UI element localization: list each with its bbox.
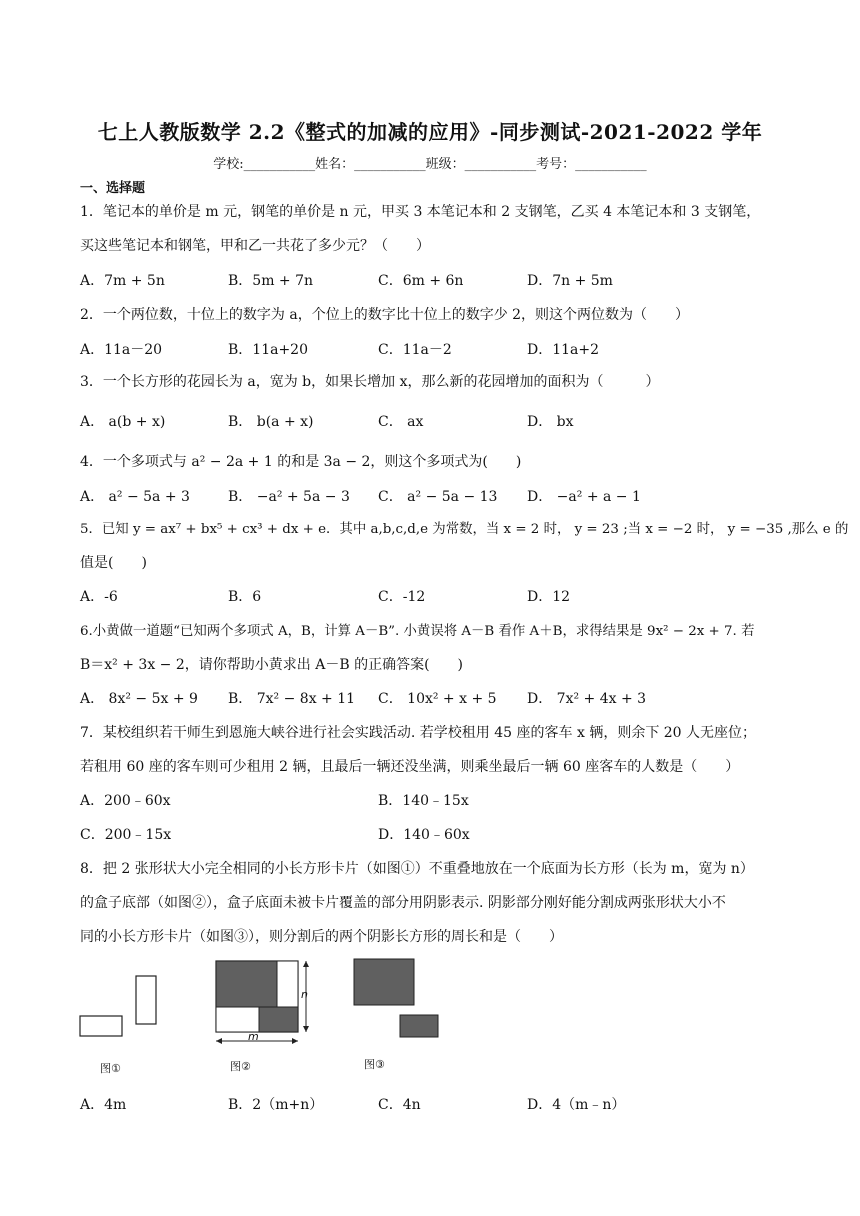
q3-option-a: A． a(b + x) <box>80 414 166 430</box>
question-7-line-2: 若租用 60 座的客车则可少租用 2 辆，且最后一辆还没坐满，则乘坐最后一辆 60 座客车的人数是（ ） <box>80 759 740 775</box>
q6-option-c: C． 10x² + x + 5 <box>378 691 497 707</box>
q7-option-d: D．140﹣60x <box>378 827 470 843</box>
q1-option-d: D．7n + 5m <box>527 273 613 289</box>
question-5-line-1: 5．已知 y = ax⁷ + bx⁵ + cx³ + dx + e．其中 a,b,c,d,e 为常数，当 x = 2 时， y = 23 ;当 x = −2 时， y = −35 ,那么 e 的 <box>80 522 849 537</box>
question-2-line-1: 2．一个两位数，十位上的数字为 a，个位上的数字比十位上的数字少 2，则这个两位数为（ ） <box>80 307 690 323</box>
q4-option-d: D． −a² + a − 1 <box>527 489 641 505</box>
q2-option-a: A．11a－20 <box>80 342 163 358</box>
figure-3-cards <box>348 955 448 1045</box>
figure-1-label: 图① <box>100 1062 121 1075</box>
q6-option-b: B． 7x² − 8x + 11 <box>228 691 356 707</box>
question-1-line-2: 买这些笔记本和钢笔，甲和乙一共花了多少元？（ ） <box>80 238 430 254</box>
question-8-line-1: 8．把 2 张形状大小完全相同的小长方形卡片（如图①）不重叠地放在一个底面为长方形（长为 m，宽为 n） <box>80 861 754 877</box>
question-5-line-2: 值是( ) <box>80 555 147 571</box>
section-heading: 一、选择题 <box>80 181 146 196</box>
question-4-line-1: 4．一个多项式与 a² − 2a + 1 的和是 3a − 2，则这个多项式为( ) <box>80 454 522 470</box>
figure-1-cards <box>74 970 174 1045</box>
q5-option-b: B．6 <box>228 589 262 605</box>
question-8-line-2: 的盒子底部（如图②），盒子底面未被卡片覆盖的部分用阴影表示. 阴影部分刚好能分割成两张形状大小不 <box>80 895 726 911</box>
q7-option-c: C．200﹣15x <box>80 827 172 843</box>
q4-option-b: B． −a² + 5a − 3 <box>228 489 350 505</box>
question-1-line-1: 1．笔记本的单价是 m 元，钢笔的单价是 n 元，甲买 3 本笔记本和 2 支钢笔，乙买 4 本笔记本和 3 支钢笔， <box>80 204 761 220</box>
figure-2-n-label: n <box>301 988 308 1001</box>
q6-option-d: D． 7x² + 4x + 3 <box>527 691 647 707</box>
q7-option-a: A．200﹣60x <box>80 793 171 809</box>
q5-option-c: C．-12 <box>378 589 426 605</box>
q8-option-d: D．4（m﹣n） <box>527 1097 626 1113</box>
question-6-line-1: 6.小黄做一道题“已知两个多项式 A，B，计算 A－B”. 小黄误将 A－B 看作 A＋B，求得结果是 9x² − 2x + 7. 若 <box>80 624 755 639</box>
figure-2-box <box>210 955 315 1050</box>
q1-option-c: C．6m + 6n <box>378 273 464 289</box>
figure-2-label: 图② <box>230 1060 251 1073</box>
figure-3-label: 图③ <box>364 1058 385 1071</box>
q8-option-a: A．4m <box>80 1097 127 1113</box>
q6-option-a: A． 8x² − 5x + 9 <box>80 691 198 707</box>
q7-option-b: B．140﹣15x <box>378 793 469 809</box>
figure-2-m-label: m <box>248 1030 259 1043</box>
q8-option-b: B．2（m+n） <box>228 1097 324 1113</box>
q2-option-c: C．11a－2 <box>378 342 452 358</box>
question-6-line-2: B＝x² + 3x − 2，请你帮助小黄求出 A－B 的正确答案( ) <box>80 657 463 673</box>
q1-option-a: A．7m + 5n <box>80 273 165 289</box>
q8-option-c: C．4n <box>378 1097 421 1113</box>
question-8-line-3: 同的小长方形卡片（如图③），则分割后的两个阴影长方形的周长和是（ ） <box>80 929 563 945</box>
q2-option-b: B．11a+20 <box>228 342 308 358</box>
q3-option-b: B． b(a + x) <box>228 414 314 430</box>
student-info-line: 学校:___________姓名：___________班级：___________考号：___________ <box>213 157 647 172</box>
q5-option-a: A．-6 <box>80 589 118 605</box>
question-7-line-1: 7．某校组织若干师生到恩施大峡谷进行社会实践活动. 若学校租用 45 座的客车 x 辆，则余下 20 人无座位； <box>80 725 757 741</box>
q3-option-d: D． bx <box>527 414 574 430</box>
q1-option-b: B．5m + 7n <box>228 273 314 289</box>
q3-option-c: C． ax <box>378 414 424 430</box>
q2-option-d: D．11a+2 <box>527 342 600 358</box>
q4-option-a: A． a² − 5a + 3 <box>80 489 190 505</box>
question-3-line-1: 3．一个长方形的花园长为 a，宽为 b，如果长增加 x，那么新的花园增加的面积为（ ） <box>80 374 660 390</box>
q5-option-d: D．12 <box>527 589 571 605</box>
q4-option-c: C． a² − 5a − 13 <box>378 489 498 505</box>
page-title: 七上人教版数学 2.2《整式的加减的应用》-同步测试-2021-2022 学年 <box>97 120 763 144</box>
